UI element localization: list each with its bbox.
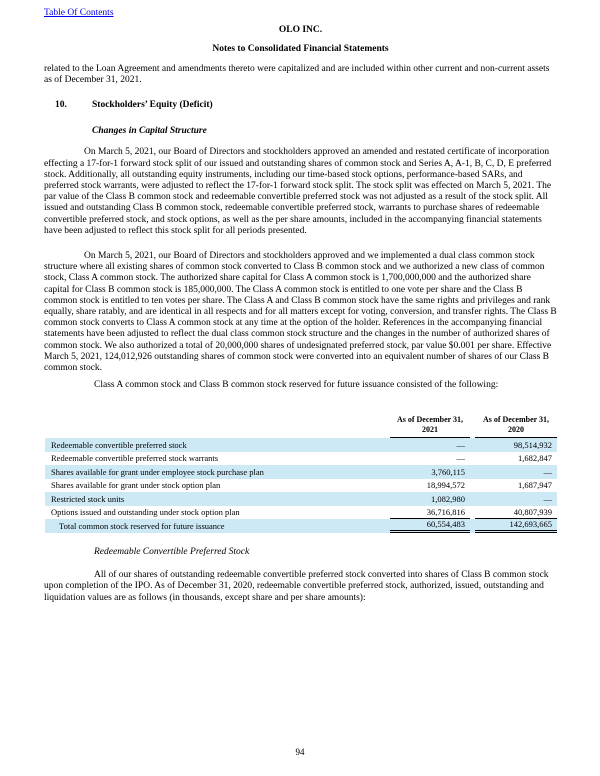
row-label: Restricted stock units: [51, 493, 125, 504]
value-2021: 60,554,483: [390, 519, 470, 533]
section-heading: [44, 100, 557, 111]
paragraph-preferred-conversion: All of our shares of outstanding redeemable convertible preferred stock converted into shares of Class B common stock upon completion of the IPO. As of December 31, 2020, redeemable convertible preferred stock, authorized, issued, outstanding and liquidation values are as follows (in thousands, except share and per share amounts):: [44, 570, 549, 603]
column-header-2021: [390, 415, 470, 438]
column-header-2021-line2: 2021: [422, 425, 438, 435]
column-header-2020-line1: As of December 31,: [482, 415, 550, 425]
value-2021: 18,994,572: [426, 480, 465, 491]
company-name: OLO INC.: [278, 25, 323, 36]
section-title: Stockholders’ Equity (Deficit): [92, 100, 213, 111]
toc-link-row: [44, 8, 557, 19]
row-label: Redeemable convertible preferred stock: [51, 439, 187, 450]
row-label: Shares available for grant under stock option plan: [51, 480, 221, 491]
row-label: Options issued and outstanding under stock option plan: [51, 507, 240, 518]
subsection-heading-capital-structure: Changes in Capital Structure: [92, 126, 207, 137]
table-row: [45, 452, 557, 466]
section-number: 10.: [55, 100, 67, 111]
row-label: Redeemable convertible preferred stock warrants: [51, 453, 219, 464]
page-number: 94: [295, 746, 305, 757]
value-2021: 1,082,980: [431, 493, 465, 504]
column-header-2021-line1: As of December 31,: [396, 415, 464, 425]
value-2020: —: [543, 493, 552, 504]
table-row: [45, 438, 557, 452]
value-2021: 36,716,816: [390, 506, 470, 520]
value-2020: 98,514,932: [513, 439, 552, 450]
value-2021: —: [456, 439, 465, 450]
carryover-paragraph: related to the Loan Agreement and amendments thereto were capitalized and are included within other current and non-current assets as of December 31, 2021.: [44, 63, 550, 85]
value-2020: 1,687,947: [518, 480, 552, 491]
value-2021: —: [456, 453, 465, 464]
paragraph-dual-class: On March 5, 2021, our Board of Directors and stockholders approved and we implemented a dual class common stock structure where all existing shares of common stock converted to Class B common stock and we authorized a new class of common stock, Class A common stock. The authorized share capital for Class A common stock is 1,700,000,000 and the authorized share capital for Class B common stock is 185,000,000. The Class A common stock is entitled to one vote per share and the Class B common stock is entitled to ten votes per share. The Class A and Class B common stock have the same rights and privileges and rank equally, share ratably, and are identical in all respects and for all matters except for voting, conversion, and transfer rights. The Class B common stock converts to Class A common stock at any time at the option of the holder. References in the accompanying financial statements have been adjusted to reflect the dual class common stock structure and the changes in the number of authorized shares of common stock. We also authorized a total of 20,000,000 shares of undesignated preferred stock, par value $0.001 per share. Effective March 5, 2021, 124,012,926 outstanding shares of common stock were converted into an equivalent number of shares of our Class B common stock.: [44, 251, 557, 374]
value-2020: —: [543, 466, 552, 477]
value-2020: 142,693,665: [475, 519, 557, 533]
table-header-row: [45, 415, 557, 438]
value-2021: 3,760,115: [431, 466, 465, 477]
table-total-row: [45, 519, 557, 533]
table-row: [45, 506, 557, 520]
table-header-spacer: [45, 415, 390, 438]
table-intro-line: Class A common stock and Class B common stock reserved for future issuance consisted of the following:: [94, 380, 499, 391]
table-of-contents-link[interactable]: Table Of Contents: [44, 8, 114, 18]
value-2020: 40,807,939: [475, 506, 557, 520]
reserved-shares-table: [45, 415, 557, 533]
row-label: Shares available for grant under employee stock purchase plan: [51, 466, 264, 477]
column-header-2020: [475, 415, 557, 438]
paragraph-stock-split: On March 5, 2021, our Board of Directors and stockholders approved an amended and restated certificate of incorporation effecting a 17-for-1 forward stock split of our issued and outstanding shares of common stock and Series A, A-1, B, C, D, E preferred stock. Additionally, all outstanding equity instruments, including our time-based stock options, performance-based SARs, and preferred stock warrants, were adjusted to reflect the 17-for-1 forward stock split. The stock split was effected on March 5, 2021. The par value of the Class B common stock and redeemable convertible preferred stock was not adjusted as a result of the stock split. All issued and outstanding Class B common stock, redeemable convertible preferred stock, warrants to purchase shares of redeemable convertible preferred stock, and stock options, as well as the per share amounts, included in the accompanying financial statements have been adjusted to reflect this stock split for all periods presented.: [44, 147, 552, 236]
table-row: [45, 479, 557, 493]
table-row: [45, 492, 557, 506]
row-label: Total common stock reserved for future issuance: [59, 520, 225, 531]
column-header-2020-line2: 2020: [508, 425, 524, 435]
value-2020: 1,682,847: [518, 453, 552, 464]
table-row: [45, 465, 557, 479]
document-title: Notes to Consolidated Financial Statements: [212, 44, 389, 55]
subsection-heading-redeemable-preferred: Redeemable Convertible Preferred Stock: [94, 546, 250, 557]
